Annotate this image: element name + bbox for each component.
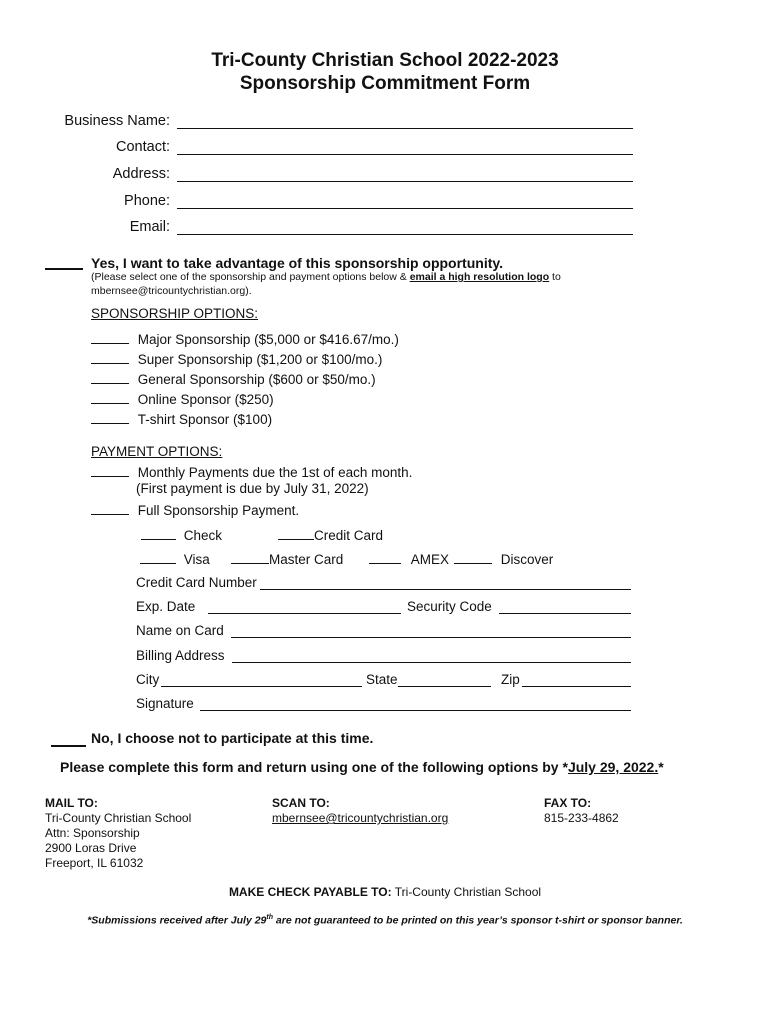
sponsorship-option-major[interactable] xyxy=(91,331,399,347)
sponsorship-option-super[interactable] xyxy=(91,351,382,367)
payment-full[interactable] xyxy=(91,502,299,518)
zip-label: Zip xyxy=(501,672,520,687)
amex-label: AMEX xyxy=(410,552,450,567)
sponsorship-option-general[interactable] xyxy=(91,371,376,387)
fax-number: 815-233-4862 xyxy=(544,811,619,825)
billing-address-field[interactable] xyxy=(232,648,631,663)
mastercard-label: Master Card xyxy=(269,552,344,567)
card-number-label: Credit Card Number xyxy=(136,575,257,590)
email-label: Email: xyxy=(129,219,170,235)
contact-field[interactable] xyxy=(177,140,633,155)
name-on-card-label: Name on Card xyxy=(136,623,224,638)
state-field[interactable] xyxy=(398,672,491,687)
check-payable-value: Tri-County Christian School xyxy=(394,885,542,899)
yes-note-text: (Please select one of the sponsorship and payment options below & xyxy=(91,271,410,283)
mail-line3: 2900 Loras Drive xyxy=(45,841,137,855)
option-label: Monthly Payments due the 1st of each month. xyxy=(137,465,413,480)
city-field[interactable] xyxy=(161,672,362,687)
security-code-label: Security Code xyxy=(407,599,492,614)
mail-to-heading: MAIL TO: xyxy=(45,796,98,810)
no-checkbox-blank[interactable] xyxy=(51,733,86,747)
business-name-field[interactable] xyxy=(177,114,633,129)
sponsorship-option-tshirt[interactable] xyxy=(91,411,272,427)
option-blank[interactable] xyxy=(91,502,129,515)
business-name-label: Business Name: xyxy=(64,113,170,129)
deadline-pre: Please complete this form and return using one of the following options by * xyxy=(60,759,568,775)
yes-note-line2: mbernsee@tricountychristian.org). xyxy=(91,285,252,297)
address-field[interactable] xyxy=(177,167,633,182)
billing-address-label: Billing Address xyxy=(136,648,225,663)
check-label: Check xyxy=(183,528,223,543)
footnote-post: are not guaranteed to be printed on this year’s sponsor t-shirt or sponsor banner. xyxy=(273,914,683,927)
mastercard-blank[interactable] xyxy=(231,551,269,564)
yes-note-suffix: to xyxy=(549,271,561,283)
email-field[interactable] xyxy=(177,220,633,235)
card-mastercard[interactable] xyxy=(231,551,343,567)
payment-credit-card[interactable] xyxy=(278,527,383,543)
check-blank[interactable] xyxy=(141,527,176,540)
signature-field[interactable] xyxy=(200,696,631,711)
check-payable-line xyxy=(0,885,770,899)
deadline-text xyxy=(60,759,664,775)
card-number-field[interactable] xyxy=(260,575,631,590)
card-amex[interactable] xyxy=(369,551,449,567)
payment-monthly-note: (First payment is due by July 31, 2022) xyxy=(136,481,369,496)
phone-field[interactable] xyxy=(177,194,633,209)
sponsorship-option-online[interactable] xyxy=(91,391,274,407)
option-label: T-shirt Sponsor ($100) xyxy=(137,412,273,427)
scan-to-heading: SCAN TO: xyxy=(272,796,330,810)
payment-monthly[interactable] xyxy=(91,464,412,480)
form-title-line1: Tri-County Christian School 2022-2023 xyxy=(211,50,559,71)
state-label: State xyxy=(366,672,398,687)
footnote-pre: *Submissions received after July 29 xyxy=(87,914,267,927)
card-discover[interactable] xyxy=(454,551,553,567)
discover-blank[interactable] xyxy=(454,551,492,564)
fax-to-heading: FAX TO: xyxy=(544,796,592,810)
check-payable-label: MAKE CHECK PAYABLE TO: xyxy=(228,885,392,899)
option-blank[interactable] xyxy=(91,331,129,344)
credit-card-label: Credit Card xyxy=(314,528,384,543)
mail-line1: Tri-County Christian School xyxy=(45,811,192,825)
option-label: Super Sponsorship ($1,200 or $100/mo.) xyxy=(137,352,383,367)
option-label: Major Sponsorship ($5,000 or $416.67/mo.) xyxy=(137,332,399,347)
amex-blank[interactable] xyxy=(369,551,401,564)
credit-card-blank[interactable] xyxy=(278,527,314,540)
contact-label: Contact: xyxy=(116,139,170,155)
exp-date-field[interactable] xyxy=(208,599,401,614)
yes-note-line1 xyxy=(91,271,561,283)
option-blank[interactable] xyxy=(91,464,129,477)
yes-heading: Yes, I want to take advantage of this sponsorship opportunity. xyxy=(91,255,504,271)
option-label: General Sponsorship ($600 or $50/mo.) xyxy=(137,372,376,387)
deadline-date: July 29, 2022. xyxy=(567,759,659,775)
mail-line4: Freeport, IL 61032 xyxy=(45,856,144,870)
option-blank[interactable] xyxy=(91,351,129,364)
zip-field[interactable] xyxy=(522,672,631,687)
address-label: Address: xyxy=(112,166,170,182)
visa-label: Visa xyxy=(183,552,210,567)
option-label: Full Sponsorship Payment. xyxy=(137,503,300,518)
exp-date-label: Exp. Date xyxy=(136,599,196,614)
footnote-sup: th xyxy=(266,914,273,921)
form-title-line2: Sponsorship Commitment Form xyxy=(239,73,531,94)
deadline-post: * xyxy=(658,759,664,775)
option-label: Online Sponsor ($250) xyxy=(137,392,274,407)
scan-email-link[interactable]: mbernsee@tricountychristian.org xyxy=(272,811,449,825)
name-on-card-field[interactable] xyxy=(231,623,631,638)
discover-label: Discover xyxy=(500,552,554,567)
late-submission-footnote xyxy=(0,914,770,927)
option-blank[interactable] xyxy=(91,411,129,424)
sponsorship-options-heading: SPONSORSHIP OPTIONS: xyxy=(91,306,259,321)
payment-check[interactable] xyxy=(141,527,222,543)
email-logo-link: email a high resolution logo xyxy=(409,271,550,283)
option-blank[interactable] xyxy=(91,371,129,384)
no-participation-text: No, I choose not to participate at this time. xyxy=(91,730,374,746)
phone-label: Phone: xyxy=(124,193,170,209)
mail-line2: Attn: Sponsorship xyxy=(45,826,140,840)
option-blank[interactable] xyxy=(91,391,129,404)
payment-options-heading: PAYMENT OPTIONS: xyxy=(91,444,223,459)
visa-blank[interactable] xyxy=(140,551,176,564)
card-visa[interactable] xyxy=(140,551,210,567)
security-code-field[interactable] xyxy=(499,599,631,614)
yes-checkbox-blank[interactable] xyxy=(45,256,83,270)
city-label: City xyxy=(136,672,160,687)
signature-label: Signature xyxy=(136,696,194,711)
